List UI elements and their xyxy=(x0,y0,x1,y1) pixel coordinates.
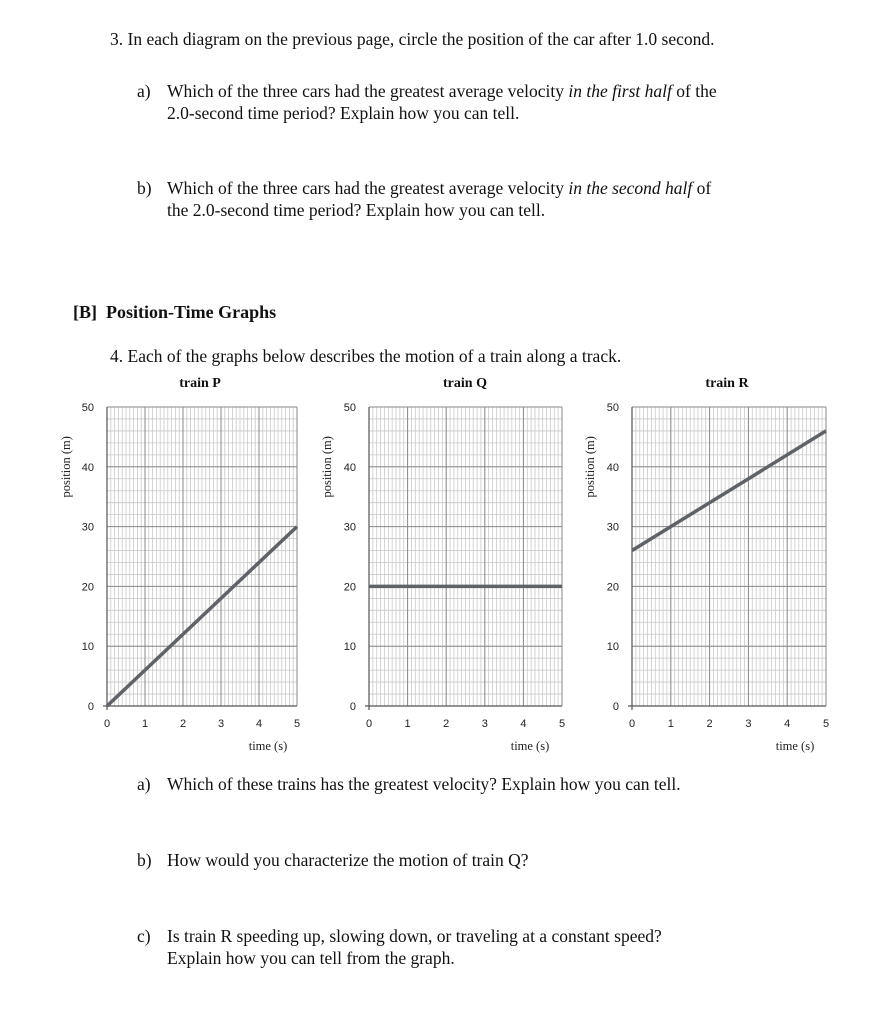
question-4a-text: Which of these trains has the greatest velocity? Explain how you can tell. xyxy=(167,774,681,794)
y-tick-label: 0 xyxy=(87,701,94,713)
x-tick-label: 1 xyxy=(667,718,674,730)
x-tick-label: 4 xyxy=(520,718,527,730)
question-3a-label: a) xyxy=(137,81,151,101)
y-axis-label: position (m) xyxy=(320,436,334,498)
x-tick-label: 2 xyxy=(706,718,713,730)
x-tick-label: 5 xyxy=(293,718,301,730)
question-3-text: 3. In each diagram on the previous page, circle the position of the car after 1.0 second. xyxy=(110,29,715,49)
y-tick-label: 40 xyxy=(343,461,356,474)
y-axis-label: position (m) xyxy=(583,436,597,498)
question-4b-label: b) xyxy=(137,850,152,870)
question-4b-text: How would you characterize the motion of train Q? xyxy=(167,850,529,870)
y-tick-label: 40 xyxy=(81,461,94,474)
x-tick-label: 3 xyxy=(217,718,225,730)
y-tick-label: 30 xyxy=(606,521,619,534)
graph-train-R xyxy=(583,376,829,753)
y-tick-label: 10 xyxy=(343,641,356,654)
y-tick-label: 20 xyxy=(606,581,619,594)
question-4a-label: a) xyxy=(137,774,151,794)
section-heading: [B] Position-Time Graphs xyxy=(73,302,277,322)
y-tick-label: 0 xyxy=(349,701,356,713)
x-tick-label: 3 xyxy=(481,718,488,730)
x-tick-label: 0 xyxy=(103,718,111,730)
x-tick-label: 0 xyxy=(628,718,636,730)
y-tick-label: 40 xyxy=(606,461,619,474)
question-4-text: 4. Each of the graphs below describes the motion of a train along a track. xyxy=(110,346,622,366)
graph-title: train R xyxy=(705,376,749,391)
x-axis-label: time (s) xyxy=(775,739,815,753)
question-3b-line1: Which of the three cars had the greatest average velocity in the second half of xyxy=(167,178,712,198)
y-tick-label: 30 xyxy=(343,521,356,534)
graph-train-P xyxy=(59,376,300,753)
x-tick-label: 0 xyxy=(365,718,373,730)
x-axis-label: time (s) xyxy=(248,739,288,753)
graph-train-Q xyxy=(320,376,565,753)
y-axis-label: position (m) xyxy=(59,436,73,498)
x-tick-label: 1 xyxy=(141,718,149,730)
y-tick-label: 10 xyxy=(606,641,619,654)
y-tick-label: 0 xyxy=(612,701,619,713)
x-tick-label: 1 xyxy=(404,718,411,730)
y-tick-label: 30 xyxy=(81,521,94,534)
graph-title: train P xyxy=(179,376,221,391)
y-tick-label: 20 xyxy=(81,581,94,594)
question-4c-label: c) xyxy=(137,926,151,946)
y-tick-label: 20 xyxy=(343,581,356,594)
question-4c-line1: Is train R speeding up, slowing down, or traveling at a constant speed? xyxy=(167,926,662,946)
x-tick-label: 5 xyxy=(558,718,566,730)
y-tick-label: 50 xyxy=(81,402,94,414)
x-axis-label: time (s) xyxy=(510,739,550,753)
question-3b-line2: the 2.0-second time period? Explain how you can tell. xyxy=(167,200,546,220)
question-4c-line2: Explain how you can tell from the graph. xyxy=(167,948,455,968)
graph-title: train Q xyxy=(443,376,487,391)
question-3a-line2: 2.0-second time period? Explain how you can tell. xyxy=(167,103,520,123)
x-tick-label: 5 xyxy=(822,718,830,730)
question-3a-line1: Which of the three cars had the greatest average velocity in the first half of the xyxy=(167,81,717,101)
x-tick-label: 4 xyxy=(784,718,791,730)
y-tick-label: 10 xyxy=(81,641,94,654)
y-tick-label: 50 xyxy=(343,402,356,414)
x-tick-label: 3 xyxy=(745,718,752,730)
x-tick-label: 4 xyxy=(255,718,263,730)
question-3b-label: b) xyxy=(137,178,152,198)
x-tick-label: 2 xyxy=(443,718,450,730)
x-tick-label: 2 xyxy=(179,718,187,730)
y-tick-label: 50 xyxy=(606,402,619,414)
